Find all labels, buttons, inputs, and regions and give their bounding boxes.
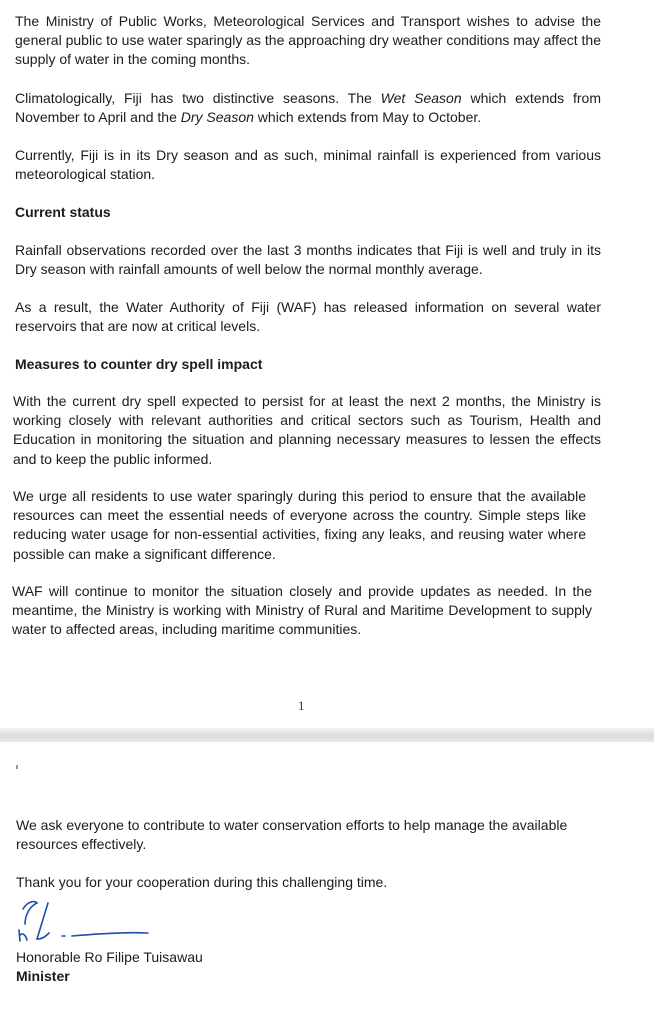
signer-name: Honorable Ro Filipe Tuisawau <box>16 949 203 965</box>
heading-current-status: Current status <box>15 204 111 220</box>
seasons-text-2: which extends from November to April and the <box>15 90 601 126</box>
dry-season-term: Dry Season <box>180 109 254 126</box>
heading-measures: Measures to counter dry spell impact <box>15 356 263 372</box>
seasons-text-1: Climatologically, Fiji has two distinctive seasons. The <box>15 90 381 106</box>
handwritten-signature-icon <box>14 894 154 944</box>
paragraph-waf-reservoirs: As a result, the Water Authority of Fiji (WAF) has released information on several water reservoirs that are now at critical levels. <box>15 299 601 335</box>
paragraph-thank-you: Thank you for your cooperation during this challenging time. <box>16 874 388 890</box>
paragraph-ministry-measures: With the current dry spell expected to persist for at least the next 2 months, the Ministry is working closely with relevant authorities and critical sectors such as Tourism, Health and Education in monitoring the situation and planning necessary measures to lessen the effects and to keep the public informed. <box>13 393 601 467</box>
paragraph-urge-residents: We urge all residents to use water sparingly during this period to ensure that the available resources can meet the essential needs of everyone across the country. Simple steps like reducing water usage for non-essential activities, fixing any leaks, and reusing water where possible can make a significant difference. <box>13 488 586 562</box>
paragraph-conservation: We ask everyone to contribute to water conservation efforts to help manage the available resources effectively. <box>16 817 568 853</box>
paragraph-intro: The Ministry of Public Works, Meteorological Services and Transport wishes to advise the general public to use water sparingly as the approaching dry weather conditions may affect the supply of water in the coming months. <box>15 13 601 68</box>
paragraph-seasons <box>15 89 601 127</box>
scan-mark <box>16 765 18 769</box>
paragraph-waf-monitor: WAF will continue to monitor the situation closely and provide updates as needed. In the meantime, the Ministry is working with Ministry of Rural and Maritime Development to supply water to affected areas, including maritime communities. <box>12 583 592 638</box>
paragraph-current-dry: Currently, Fiji is in its Dry season and as such, minimal rainfall is experienced from various meteorological station. <box>15 147 601 183</box>
signer-title: Minister <box>16 968 70 984</box>
wet-season-term: Wet Season <box>380 90 462 106</box>
paragraph-rainfall: Rainfall observations recorded over the last 3 months indicates that Fiji is well and truly in its Dry season with rainfall amounts of well below the normal monthly average. <box>15 242 601 278</box>
seasons-text-3: which extends from May to October. <box>253 109 482 126</box>
page-number: 1 <box>298 698 305 713</box>
page-separator <box>0 728 654 742</box>
